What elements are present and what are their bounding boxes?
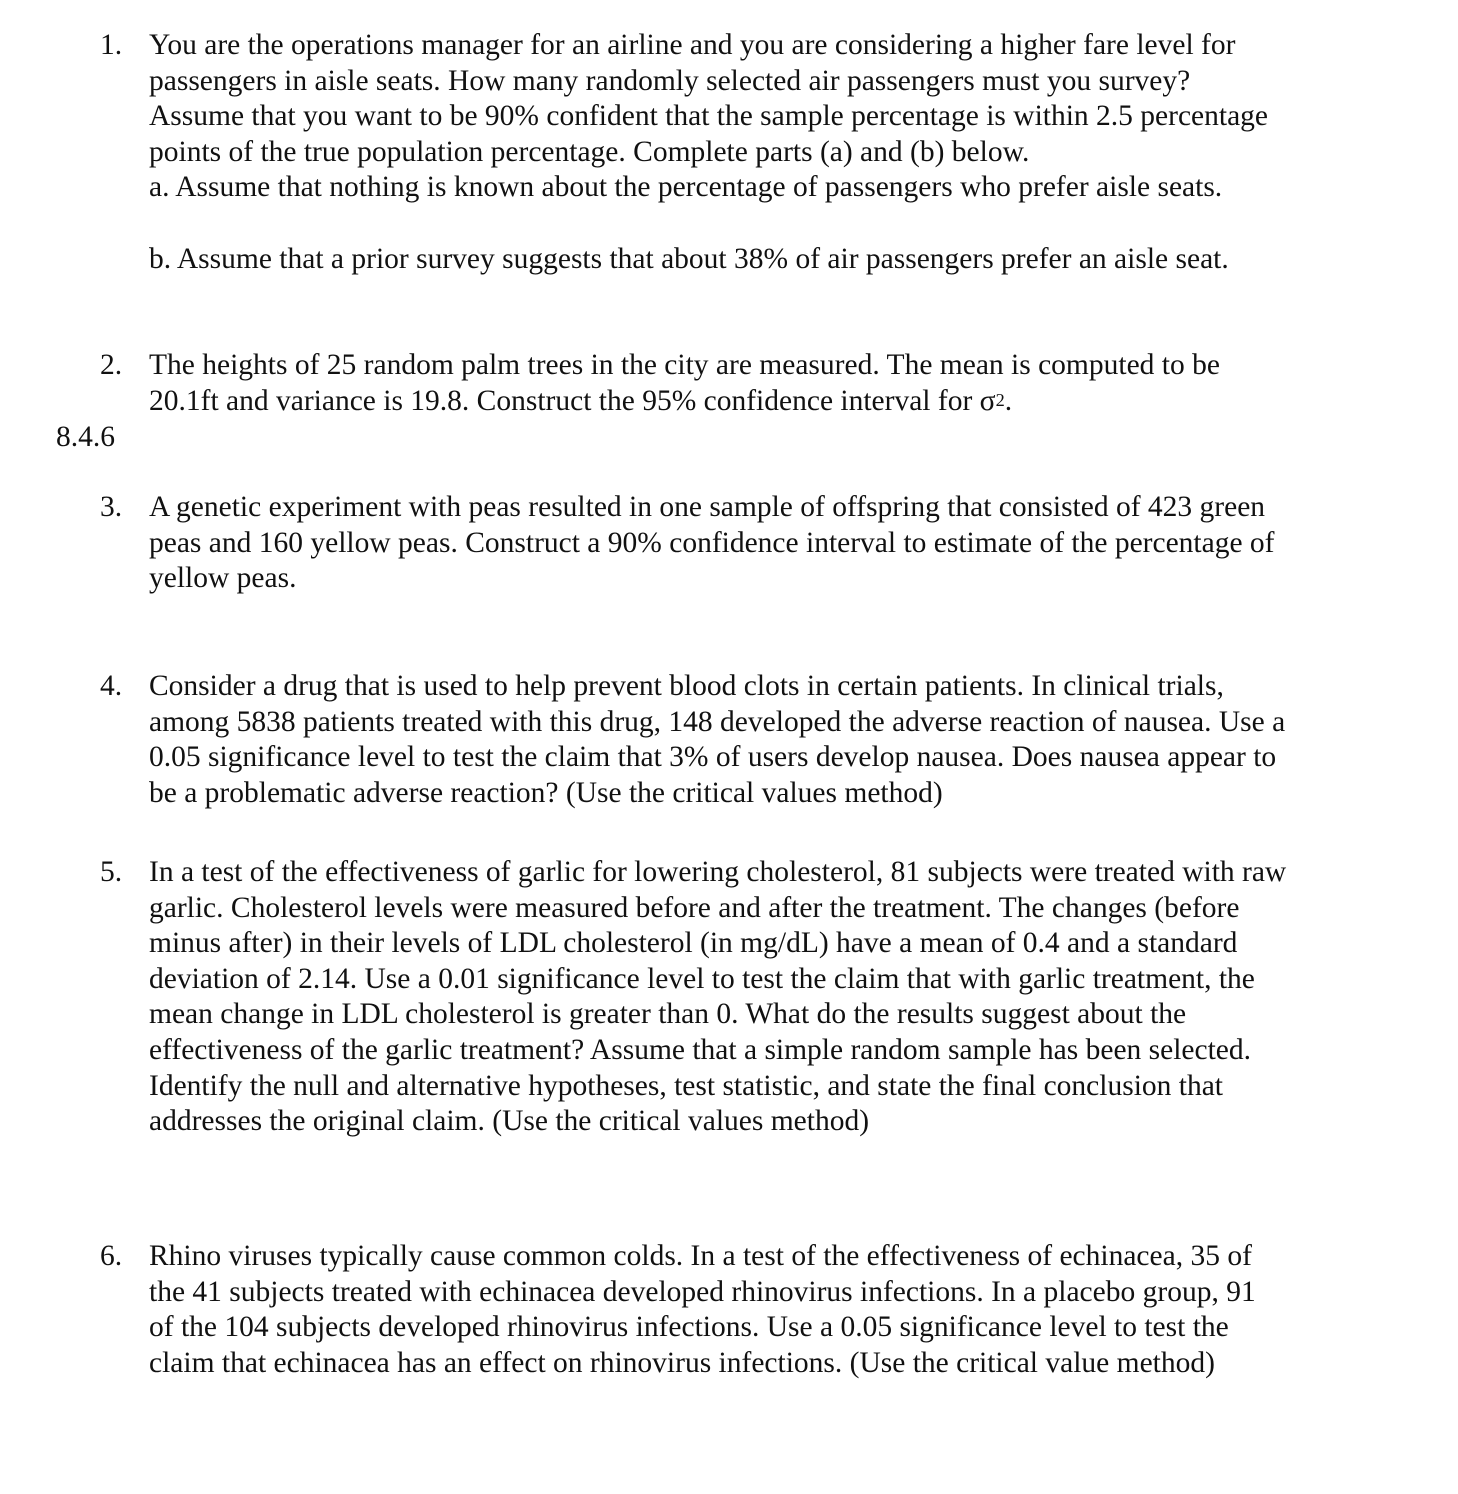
text-line-prefix: 20.1ft and variance is 19.8. Construct the 95% confidence interval for σ: [149, 384, 996, 417]
text-line: of the 104 subjects developed rhinovirus infections. Use a 0.05 significance level to test the: [149, 1311, 1229, 1344]
text-line: minus after) in their levels of LDL cholesterol (in mg/dL) have a mean of 0.4 and a standard: [149, 927, 1238, 960]
text-line: deviation of 2.14. Use a 0.01 significance level to test the claim that with garlic treatment, the: [149, 962, 1255, 995]
text-line: yellow peas.: [149, 562, 297, 595]
text-line: Consider a drug that is used to help prevent blood clots in certain patients. In clinical trials,: [149, 670, 1224, 702]
question-text: [149, 348, 1389, 419]
text-line: peas and 160 yellow peas. Construct a 90% confidence interval to estimate of the percentage of: [149, 526, 1275, 559]
question-text: [149, 490, 1389, 597]
question-text: [149, 855, 1389, 1140]
text-line: addresses the original claim. (Use the critical values method): [149, 1105, 870, 1138]
question-number: 4.: [100, 670, 123, 702]
text-line: claim that echinacea has an effect on rhinovirus infections. (Use the critical value method): [149, 1346, 1215, 1379]
text-line: garlic. Cholesterol levels were measured before and after the treatment. The changes (before: [149, 891, 1240, 924]
question-number: 6.: [100, 1240, 123, 1272]
question-text: [149, 28, 1389, 277]
question-text: [149, 669, 1389, 811]
text-line: Rhino viruses typically cause common colds. In a test of the effectiveness of echinacea, 35 of: [149, 1240, 1252, 1272]
text-line: Assume that you want to be 90% confident that the sample percentage is within 2.5 percentage: [149, 100, 1269, 133]
text-line: effectiveness of the garlic treatment? Assume that a simple random sample has been selected.: [149, 1033, 1252, 1066]
question-number: 3.: [100, 491, 123, 523]
question-part-a: a. Assume that nothing is known about the percentage of passengers who prefer aisle seats.: [149, 171, 1223, 204]
text-line: You are the operations manager for an airline and you are considering a higher fare level for: [149, 29, 1236, 61]
text-line: points of the true population percentage. Complete parts (a) and (b) below.: [149, 135, 1030, 168]
text-line: among 5838 patients treated with this drug, 148 developed the adverse reaction of nausea. Use a: [149, 705, 1286, 738]
text-line: mean change in LDL cholesterol is greater than 0. What do the results suggest about the: [149, 998, 1187, 1031]
text-line: A genetic experiment with peas resulted in one sample of offspring that consisted of 423 green: [149, 491, 1266, 523]
text-line: be a problematic adverse reaction? (Use the critical values method): [149, 776, 943, 809]
question-text: [149, 1239, 1389, 1381]
question-number: 2.: [100, 349, 123, 381]
superscript-exponent: 2: [995, 389, 1005, 410]
text-line: the 41 subjects treated with echinacea developed rhinovirus infections. In a placebo group, 91: [149, 1275, 1256, 1308]
text-line: 0.05 significance level to test the claim that 3% of users develop nausea. Does nausea appear to: [149, 741, 1277, 774]
text-line-suffix: .: [1004, 384, 1013, 417]
question-number: 1.: [100, 29, 123, 61]
text-line: The heights of 25 random palm trees in the city are measured. The mean is computed to be: [149, 349, 1220, 381]
question-number: 5.: [100, 856, 123, 888]
side-note: 8.4.6: [56, 421, 115, 453]
text-line: passengers in aisle seats. How many randomly selected air passengers must you survey?: [149, 64, 1191, 97]
question-part-b: b. Assume that a prior survey suggests that about 38% of air passengers prefer an aisle seat.: [149, 242, 1229, 275]
text-line: Identify the null and alternative hypotheses, test statistic, and state the final conclusion that: [149, 1069, 1223, 1102]
text-line: [149, 384, 1389, 420]
text-line: In a test of the effectiveness of garlic for lowering cholesterol, 81 subjects were treated with raw: [149, 856, 1287, 888]
